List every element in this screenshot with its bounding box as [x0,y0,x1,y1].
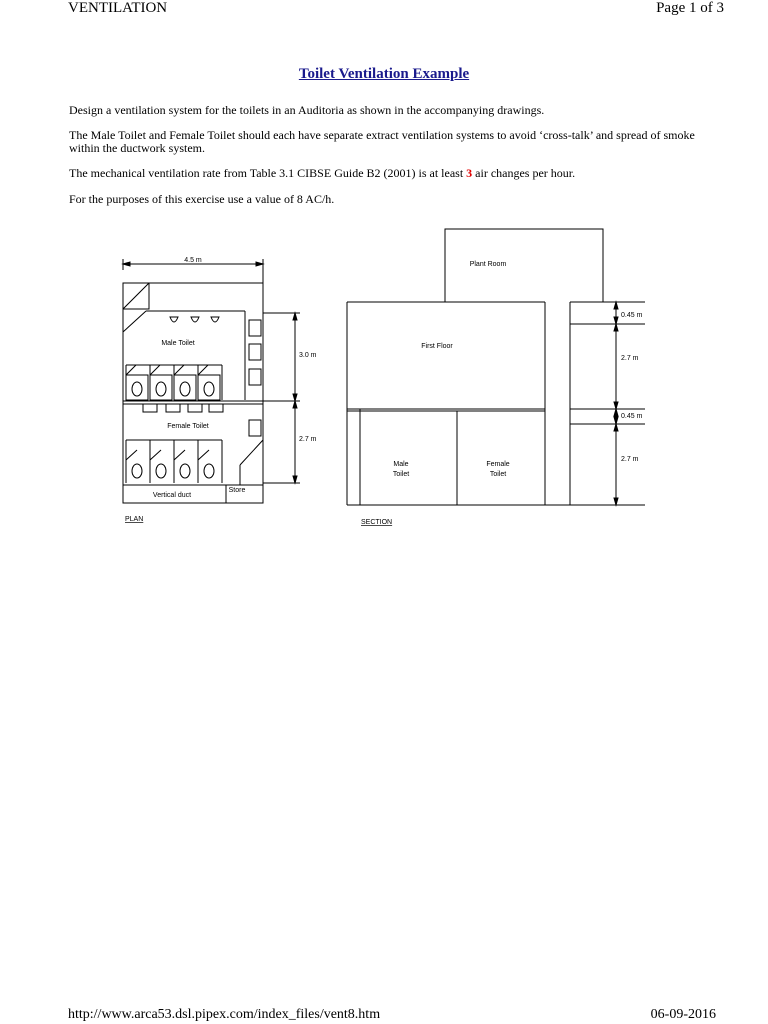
section-female-toilet-line1: Female [486,461,510,468]
section-male-toilet-line1: Male [393,461,409,468]
section-dim-27-top: 2.7 m [621,355,639,362]
footer-url[interactable]: http://www.arca53.dsl.pipex.com/index_files/vent8.htm [68,1007,381,1022]
rate-text-before: The mechanical ventilation rate from Table 3.1 CIBSE Guide B2 (2001) is at least [69,166,467,180]
paragraph-intro: Design a ventilation system for the toilets in an Auditoria as shown in the accompanying drawings. [69,103,545,117]
rate-text-after: air changes per hour. [472,166,576,180]
section-dim-045-mid: 0.45 m [621,413,643,420]
section-dim-045-top: 0.45 m [621,312,643,319]
footer-date: 06-09-2016 [650,1007,716,1022]
plan-store-label: Store [228,487,246,494]
section-first-floor-label: First Floor [421,343,453,350]
section-male-toilet-line2: Toilet [392,471,410,478]
plan-dim-upper: 3.0 m [299,352,317,359]
plan-female-toilet-label: Female Toilet [167,423,209,430]
header-section-title: VENTILATION [68,0,168,16]
section-plant-room-label: Plant Room [469,261,507,268]
section-female-toilet-line2: Toilet [489,471,507,478]
paragraph-exercise-value: For the purposes of this exercise use a value of 8 AC/h. [69,192,335,206]
plan-width-label: 4.5 m [184,257,202,264]
plan-male-toilet-label: Male Toilet [161,340,195,347]
plan-vertical-duct-label: Vertical duct [152,492,192,499]
section-caption: SECTION [361,519,393,526]
section-dim-27-bottom: 2.7 m [621,456,639,463]
plan-caption: PLAN [125,516,144,523]
rate-value: 3 [466,166,473,180]
page-number: Page 1 of 3 [656,0,724,16]
plan-dim-lower: 2.7 m [299,436,317,443]
document-title: Toilet Ventilation Example [298,66,470,82]
paragraph-separate-systems: The Male Toilet and Female Toilet should each have separate extract ventilation systems to avoid ‘cross-talk’ and spread of smoke within the ductwork system. [69,128,695,155]
plan-drawing [123,259,300,503]
